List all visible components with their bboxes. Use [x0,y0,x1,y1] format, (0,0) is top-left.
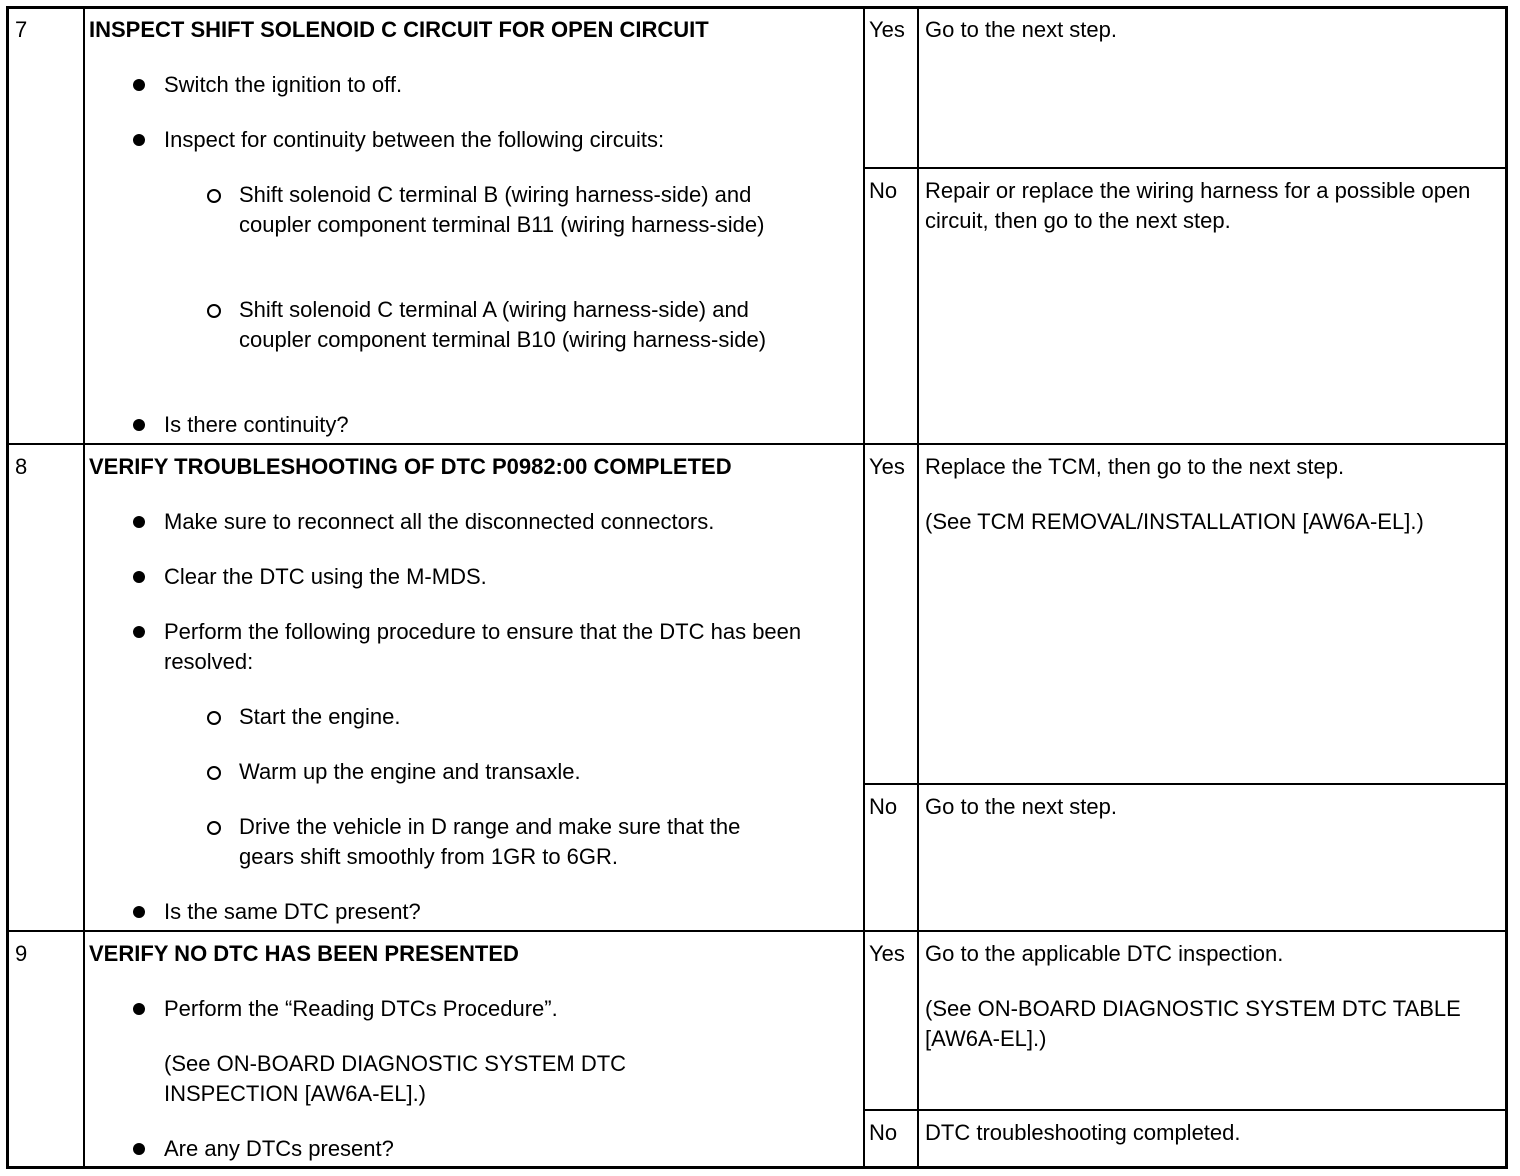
row-divider [9,930,1505,932]
bullet-item: Make sure to reconnect all the disconnected connectors. [164,507,844,537]
bullet-item: Clear the DTC using the M-MDS. [164,562,844,592]
bullet-item: Switch the ignition to off. [164,70,844,100]
sub-bullet-item: Shift solenoid C terminal B (wiring harness-side) and coupler component terminal B11 (wiring harness-side) [239,180,799,240]
bullet-dot-icon [133,906,145,918]
no-action: Go to the next step. [925,794,1118,819]
bullet-item: Is there continuity? [164,410,844,440]
bullet-dot-icon [133,134,145,146]
bullet-ring-icon [207,189,221,203]
yes-no-divider [863,1109,1505,1111]
bullet-item: Is the same DTC present? [164,897,844,927]
sub-bullet-item: Warm up the engine and transaxle. [239,757,799,787]
bullet-note: (See ON-BOARD DIAGNOSTIC SYSTEM DTC INSPECTION [AW6A-EL].) [164,1051,627,1106]
no-action: Repair or replace the wiring harness for a possible open circuit, then go to the next step. [925,178,1471,233]
bullet-dot-icon [133,1143,145,1155]
column-divider [83,9,85,1166]
yes-no-divider [863,167,1505,169]
no-label: No [869,178,898,203]
bullet-item: Perform the “Reading DTCs Procedure”. [164,994,844,1024]
bullet-ring-icon [207,766,221,780]
bullet-dot-icon [133,571,145,583]
yes-action: Go to the next step. [925,17,1118,42]
bullet-dot-icon [133,626,145,638]
step-title: VERIFY NO DTC HAS BEEN PRESENTED [89,941,519,966]
column-divider [917,9,919,1166]
yes-label: Yes [869,17,905,42]
sub-bullet-item: Start the engine. [239,702,799,732]
yes-action: Replace the TCM, then go to the next step. (See TCM REMOVAL/INSTALLATION [AW6A-EL].) [925,454,1424,534]
step-number: 9 [15,941,28,966]
no-label: No [869,1120,898,1145]
row-divider [9,443,1505,445]
yes-action: Go to the applicable DTC inspection. (See ON-BOARD DIAGNOSTIC SYSTEM DTC TABLE [AW6A-EL].) [925,941,1461,1051]
bullet-item: Perform the following procedure to ensure that the DTC has been resolved: [164,617,844,677]
bullet-ring-icon [207,711,221,725]
bullet-ring-icon [207,821,221,835]
bullet-item: Inspect for continuity between the following circuits: [164,125,844,155]
sub-bullet-item: Drive the vehicle in D range and make sure that the gears shift smoothly from 1GR to 6GR. [239,812,799,872]
no-action: DTC troubleshooting completed. [925,1120,1241,1145]
bullet-dot-icon [133,516,145,528]
bullet-dot-icon [133,1003,145,1015]
step-number: 7 [15,17,28,42]
bullet-dot-icon [133,419,145,431]
sub-bullet-item: Shift solenoid C terminal A (wiring harness-side) and coupler component terminal B10 (wiring harness-side) [239,295,799,355]
bullet-item: Are any DTCs present? [164,1134,844,1164]
yes-no-divider [863,783,1505,785]
troubleshooting-table [6,6,1508,1169]
step-title: VERIFY TROUBLESHOOTING OF DTC P0982:00 COMPLETED [89,454,732,479]
no-label: No [869,794,898,819]
bullet-dot-icon [133,79,145,91]
yes-label: Yes [869,941,905,966]
bullet-ring-icon [207,304,221,318]
step-title: INSPECT SHIFT SOLENOID C CIRCUIT FOR OPEN CIRCUIT [89,17,709,42]
yes-label: Yes [869,454,905,479]
column-divider [863,9,865,1166]
step-number: 8 [15,454,28,479]
